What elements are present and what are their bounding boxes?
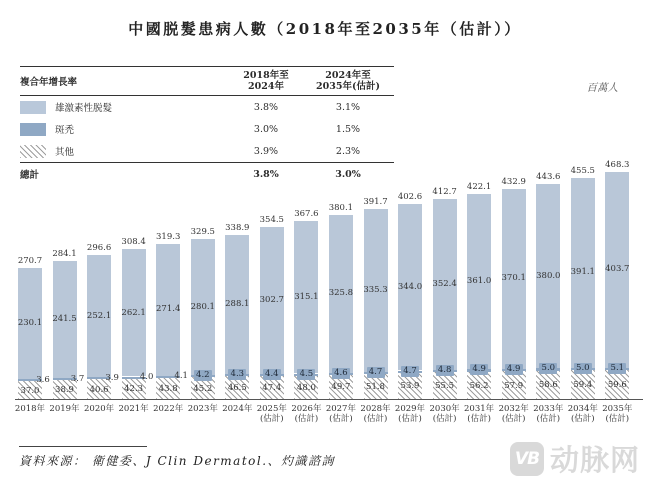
bar-total-label: 319.3 [156,232,181,243]
cagr-value: 3.0% [253,123,279,135]
bar-value-alopecia-areata: 4.3 [228,369,246,380]
bar-total-label: 338.9 [225,222,250,233]
vb-logo-icon: VB [510,442,544,476]
bar-value-alopecia-areata: 3.9 [105,372,119,383]
bar-value-androgenetic: 335.3 [363,284,388,295]
bar-value-other: 47.4 [262,383,282,393]
bar-value-androgenetic: 271.4 [156,304,181,315]
cagr-value: 3.9% [253,145,279,157]
bar-value-alopecia-areata: 3.6 [36,374,50,385]
x-axis-label: 2029年 (估計) [394,404,426,424]
bar-total-label: 412.7 [432,186,457,197]
bar-value-alopecia-areata: 5.0 [574,363,592,374]
x-axis-label: 2035年 (估計) [602,404,633,424]
bar-value-androgenetic: 403.7 [605,264,630,275]
x-axis-label: 2032年 (估計) [498,404,529,424]
x-axis-label: 2019年 [49,404,80,414]
bar-total-label: 422.1 [466,182,492,193]
cagr-value: 3.1% [335,101,361,113]
x-axis-label: 2033年 (估計) [533,404,564,424]
bar-value-androgenetic: 241.5 [52,314,77,325]
bar-value-alopecia-areata: 4.0 [139,372,154,382]
x-axis-label: 2028年 (估計) [360,404,391,424]
bar-value-androgenetic: 380.0 [536,270,561,281]
bar-value-alopecia-areata: 4.6 [332,368,350,379]
bar-value-other: 40.6 [89,384,109,395]
cagr-header-col-2018-2024: 2018年至 2024年 [243,70,289,92]
bar-value-other: 57.9 [504,380,524,391]
bar-value-androgenetic: 325.8 [328,288,354,299]
cagr-total-value: 3.0% [335,168,361,180]
legend-label: 斑禿 [55,125,75,136]
bar-value-other: 42.3 [124,384,144,395]
bar-value-other: 37.0 [20,385,40,396]
bar-value-other: 53.9 [400,381,420,392]
bar-total-label: 380.1 [328,202,354,213]
bar-value-other: 48.0 [296,382,316,393]
bar-value-other: 46.5 [227,383,247,394]
bar-value-androgenetic: 280.1 [190,301,215,312]
bar-value-androgenetic: 252.1 [86,310,112,321]
cagr-total-value: 3.8% [253,168,279,180]
bar-value-androgenetic: 391.1 [570,267,595,278]
bar-total-label: 296.6 [86,243,112,254]
bar-value-other: 59.4 [573,380,593,391]
bar-total-label: 443.6 [536,171,561,182]
bar-value-other: 55.5 [435,381,455,391]
bar-value-androgenetic: 352.4 [432,278,457,289]
bar-value-other: 38.9 [55,385,74,396]
bar-value-alopecia-areata: 4.1 [174,371,188,382]
bar-total-label: 367.6 [294,208,319,219]
bar-total-label: 468.3 [605,159,630,170]
bar-value-alopecia-areata: 4.7 [367,367,385,378]
cagr-header-label: 複合年增長率 [20,77,78,88]
bar-total-label: 284.1 [52,249,77,260]
bar-value-other: 49.7 [331,382,351,393]
unit-label: 百萬人 [586,82,618,94]
source-divider [19,446,147,447]
bar-value-alopecia-areata: 4.4 [263,369,281,380]
bar-total-label: 455.5 [570,166,595,177]
total-label: 總計 [20,170,40,181]
cagr-value: 1.5% [335,123,361,135]
watermark [510,438,640,479]
bar-value-other: 58.6 [538,380,558,391]
x-axis-line [15,399,643,400]
cagr-header-col-2024-2035: 2024年至 2035年(估計) [316,70,380,92]
legend-label: 雄激素性脱髮 [55,103,113,114]
bar-value-alopecia-areata: 3.7 [70,373,85,384]
bar-value-other: 59.6 [607,380,627,390]
bar-value-androgenetic: 288.1 [225,299,250,309]
bar-value-alopecia-areata: 4.8 [436,365,454,376]
x-axis-label: 2027年 (估計) [325,404,356,424]
bar-value-alopecia-areata: 4.2 [194,370,212,381]
x-axis-label: 2030年 (估計) [429,404,460,424]
bar-value-androgenetic: 230.1 [17,317,43,328]
x-axis-label: 2020年 [84,404,115,414]
bar-value-alopecia-areata: 4.7 [401,366,419,377]
x-axis-label: 2031年 (估計) [464,404,495,424]
x-axis-label: 2025年 (估計) [256,404,287,424]
x-axis-label: 2022年 [153,404,184,414]
bar-value-other: 51.8 [366,381,385,392]
bar-value-androgenetic: 344.0 [397,281,423,292]
bar-total-label: 270.7 [17,255,43,266]
cagr-value: 2.3% [335,145,361,157]
bar-total-label: 329.5 [190,227,215,238]
source-note: 資料來源： 衛健委、J Clin Dermatol.、灼識諮詢 [19,454,336,468]
x-axis-label: 2034年 (估計) [567,404,598,424]
bar-value-androgenetic: 302.7 [259,295,284,305]
x-axis-label: 2024年 [222,404,253,414]
bar-value-androgenetic: 315.1 [294,291,319,302]
bar-value-alopecia-areata: 5.0 [539,363,557,374]
bar-value-alopecia-areata: 4.5 [297,369,315,380]
bar-value-androgenetic: 370.1 [501,273,526,284]
bar-value-alopecia-areata: 4.9 [505,364,523,375]
bar-value-alopecia-areata: 5.1 [608,363,626,374]
watermark-text: 动脉网 [549,443,640,477]
bar-total-label: 391.7 [363,197,388,207]
bar-value-other: 56.2 [469,380,489,391]
cagr-value: 3.8% [253,101,279,113]
bar-total-label: 354.5 [259,215,284,226]
bar-total-label: 308.4 [121,237,146,248]
x-axis-label: 2018年 [14,404,46,414]
bar-value-alopecia-areata: 4.9 [470,364,488,375]
bar-value-other: 45.2 [193,383,213,394]
bar-total-label: 432.9 [501,177,526,187]
x-axis-label: 2021年 [118,404,149,414]
page-title: 中國脱髮患病人數（2018年至2035年（估計）） [128,20,522,38]
bar-total-label: 402.6 [397,191,423,202]
x-axis-label: 2026年 (估計) [291,404,322,424]
bar-value-androgenetic: 361.0 [466,276,492,287]
bar-value-androgenetic: 262.1 [121,307,146,318]
legend-label: 其他 [55,147,75,158]
x-axis-label: 2023年 [187,404,218,414]
bar-value-other: 43.8 [158,383,178,394]
